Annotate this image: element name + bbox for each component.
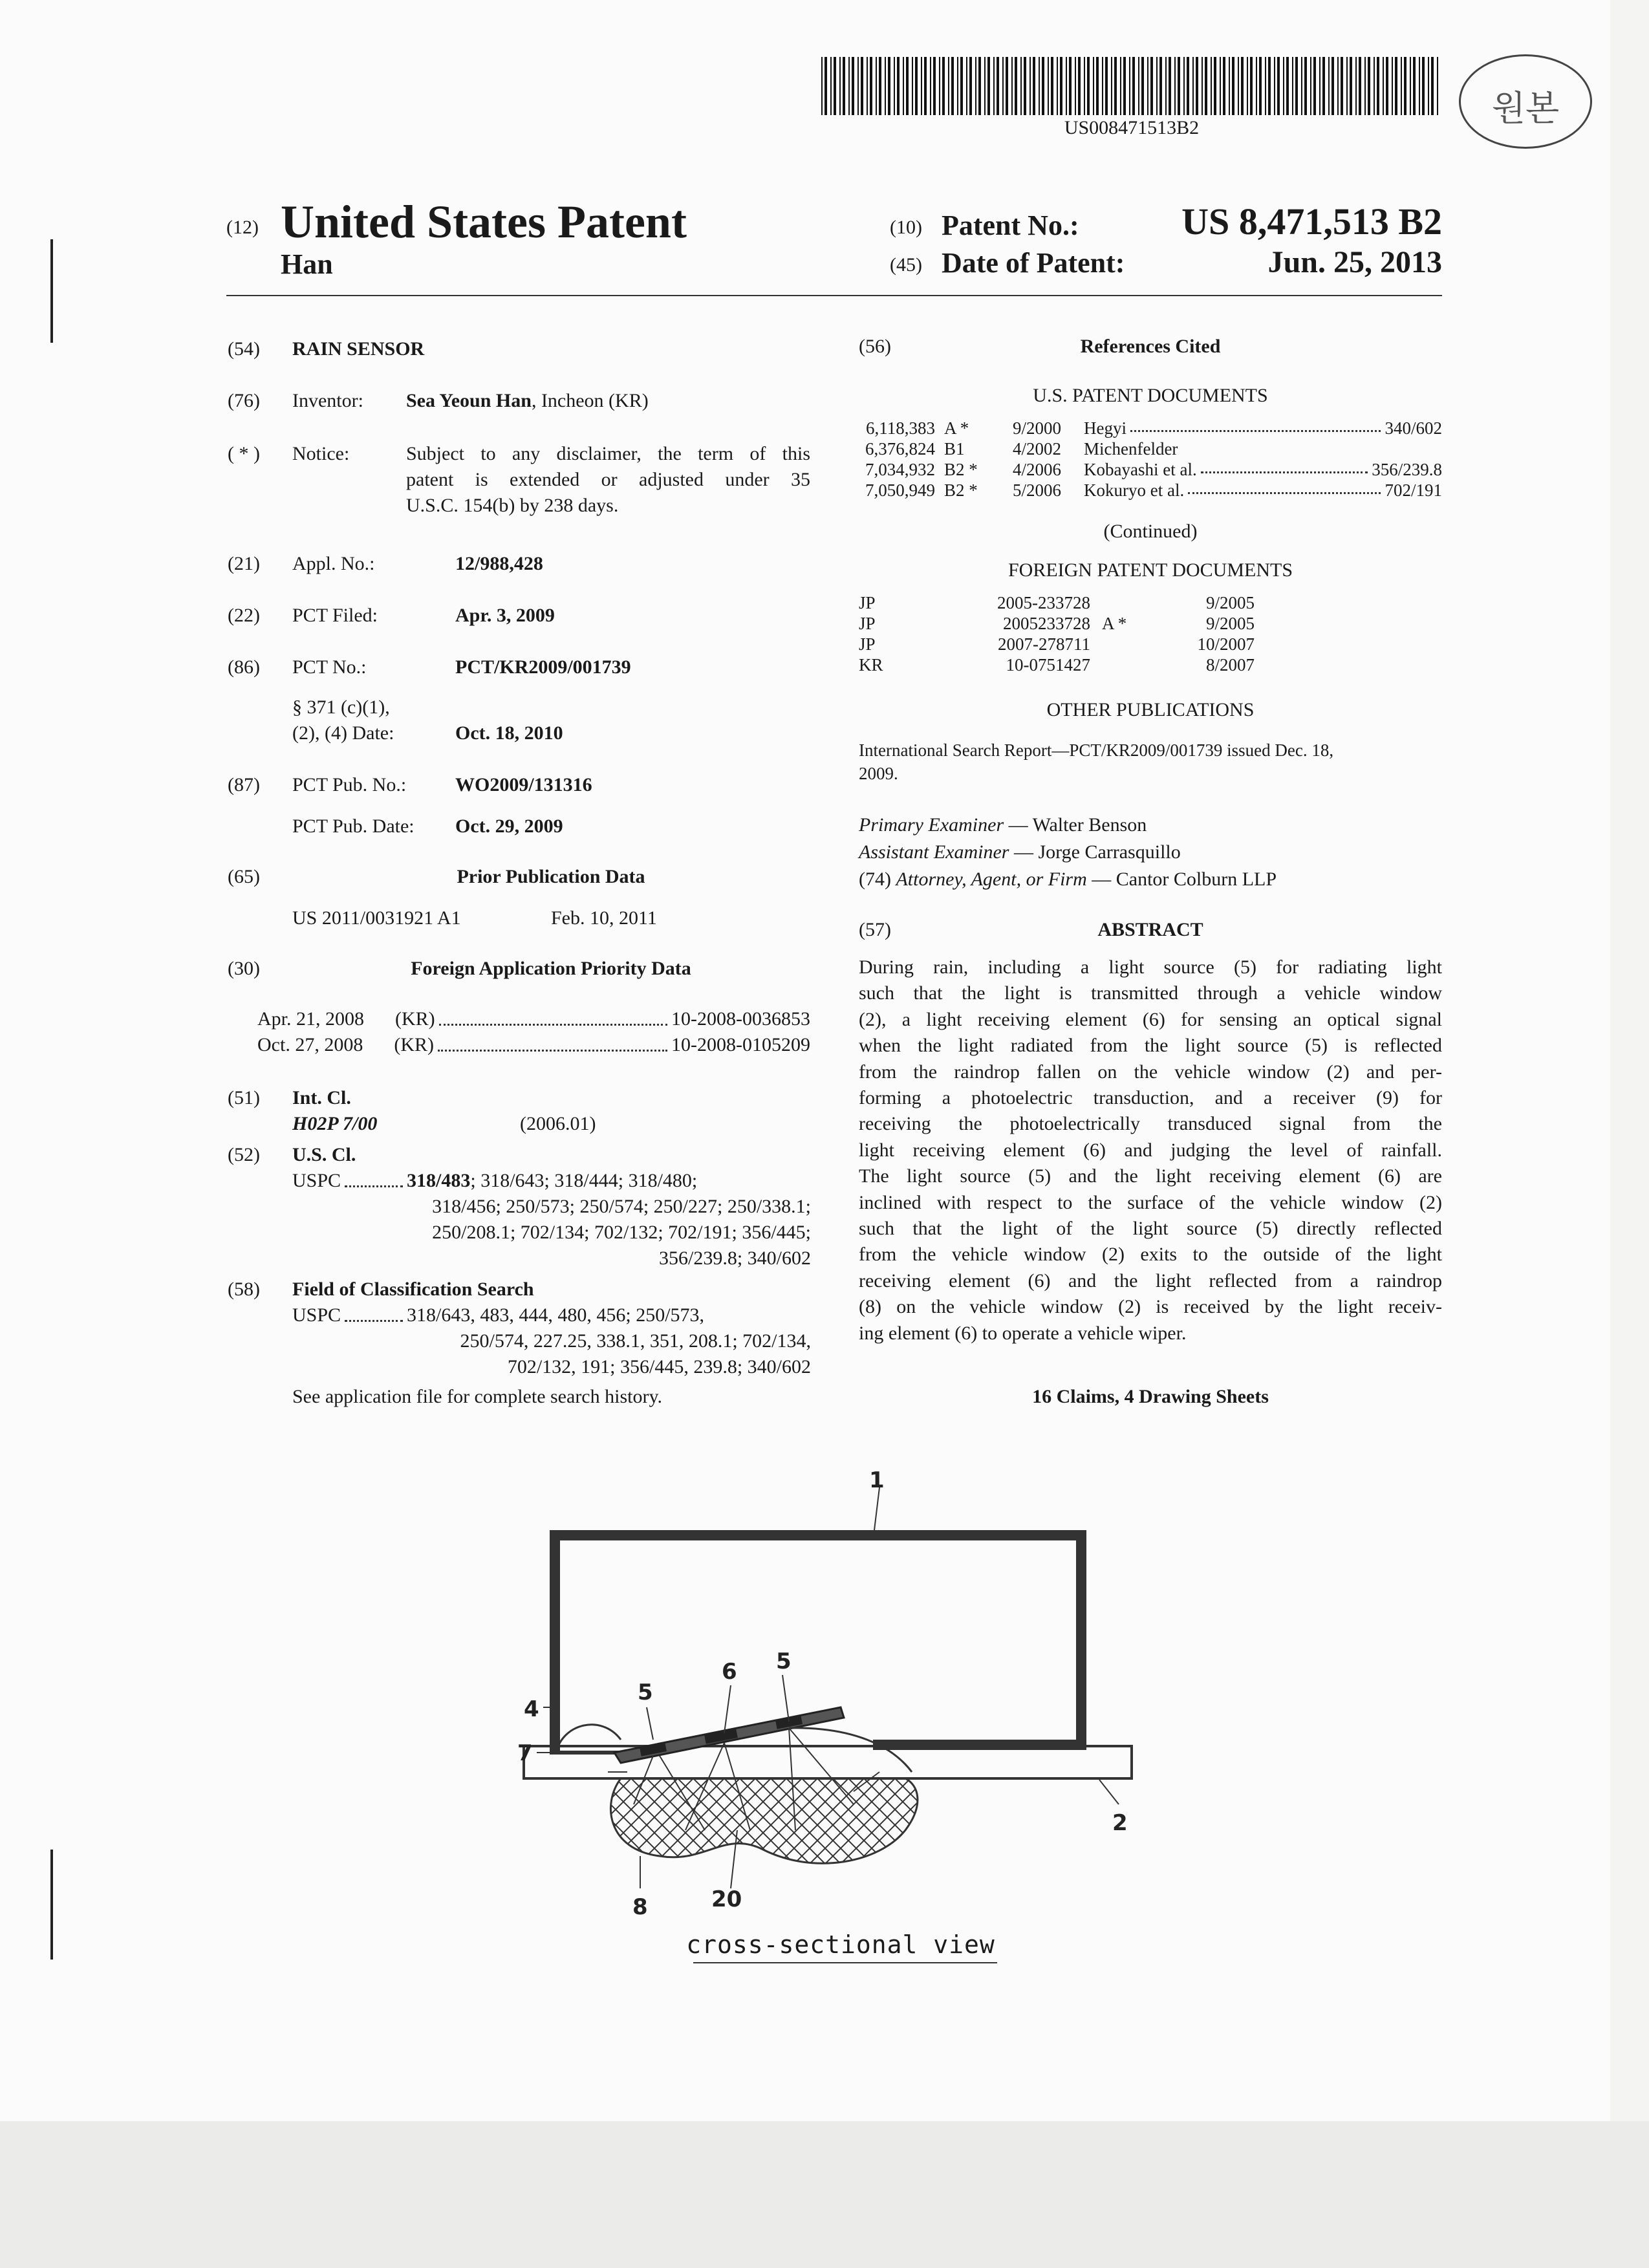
scan-mark (50, 239, 53, 343)
abstract-line: from the raindrop fallen on the vehicle window (2) and per- (859, 1061, 1442, 1083)
foreign-doc-date: 9/2005 (1205, 614, 1255, 633)
inventor-location: , Incheon (KR) (531, 390, 649, 411)
pct-no-value: PCT/KR2009/001739 (455, 656, 631, 678)
us-doc-row (859, 418, 1442, 438)
us-doc-kind: B1 (944, 439, 965, 459)
us-doc-number: 7,050,949 (865, 481, 935, 500)
code-65: (65) (228, 866, 260, 887)
cross-section-drawing (491, 1468, 1177, 1960)
foreign-number: 10-2008-0105209 (671, 1034, 810, 1055)
foreign-doc-country: KR (859, 655, 883, 675)
raindrop (610, 1778, 917, 1863)
label-7: 7 (517, 1740, 533, 1766)
assistant-name: — Jorge Carrasquillo (1009, 841, 1181, 863)
abstract-line: from the vehicle window (2) exits to the outside of the light (859, 1244, 1442, 1266)
foreign-doc-country: JP (859, 634, 876, 654)
foreign-doc-date: 8/2007 (1205, 655, 1255, 675)
code-86: (86) (228, 656, 260, 678)
pub-date-value: Oct. 29, 2009 (455, 815, 563, 837)
abstract-line: such that the light is transmitted through a vehicle window (859, 982, 1442, 1004)
foreign-doc-row (859, 654, 1442, 675)
invention-title: RAIN SENSOR (292, 338, 425, 360)
abstract-line: such that the light of the light source (5) directly reflected (859, 1218, 1442, 1240)
us-doc-kind: A * (944, 418, 969, 438)
abstract-line: (2), a light receiving element (6) for sensing an optical signal (859, 1008, 1442, 1030)
uscl-label: U.S. Cl. (292, 1144, 356, 1165)
foreign-number: 10-2008-0036853 (671, 1008, 810, 1030)
date-label: Date of Patent: (942, 247, 1125, 279)
pct-no-label: PCT No.: (292, 656, 367, 678)
abstract-text (859, 955, 1442, 1346)
label-2: 2 (1112, 1810, 1128, 1836)
foreign-docs-heading: FOREIGN PATENT DOCUMENTS (1008, 559, 1293, 581)
patent-number: US 8,471,513 B2 (1181, 200, 1442, 243)
foreign-row (257, 1006, 810, 1032)
patent-no-label: Patent No.: (942, 210, 1079, 241)
pub-no-value: WO2009/131316 (455, 774, 592, 795)
continued-note: (Continued) (1103, 521, 1198, 542)
abstract-line: inclined with respect to the surface of the vehicle window (2) (859, 1191, 1442, 1213)
code-56: (56) (859, 336, 891, 357)
notice-line: Subject to any disclaimer, the term of this (406, 443, 810, 464)
scan-background (0, 2121, 1649, 2268)
code-74: (74) (859, 869, 891, 890)
code-notice: ( * ) (228, 443, 260, 464)
us-doc-number: 6,376,824 (865, 439, 935, 459)
notice-text (406, 441, 810, 519)
abstract-line: receiving element (6) and the light reflected from a raindrop (859, 1269, 1442, 1291)
inventor-value (406, 388, 649, 414)
element-7-arc (556, 1725, 621, 1753)
us-doc-number: 6,118,383 (866, 418, 935, 438)
primary-name: — Walter Benson (1004, 814, 1147, 836)
primary-label: Primary Examiner (859, 814, 1004, 836)
foreign-heading: Foreign Application Priority Data (411, 958, 691, 979)
foreign-doc-row (859, 592, 1442, 613)
abstract-line: ing element (6) to operate a vehicle wiper. (859, 1322, 1187, 1344)
foreign-doc-country: JP (859, 593, 876, 612)
appl-label: Appl. No.: (292, 553, 375, 574)
field-uspc-label: USPC (292, 1304, 341, 1326)
uspc-lead: 318/483 (407, 1170, 471, 1191)
foreign-country: (KR) (394, 1034, 434, 1055)
foreign-doc-row (859, 613, 1442, 634)
us-doc-name: Michenfelder (1084, 439, 1178, 459)
foreign-row (257, 1032, 810, 1058)
label-1: 1 (869, 1468, 885, 1493)
foreign-doc-number: 2005233728 (1003, 614, 1090, 633)
label-4: 4 (524, 1696, 539, 1722)
us-doc-class: 340/602 (1385, 418, 1442, 438)
barcode-number: US008471513B2 (1064, 117, 1200, 138)
pub-date-label: PCT Pub. Date: (292, 815, 415, 837)
stamp-text: 원본 (1491, 88, 1560, 129)
pub-no-label: PCT Pub. No.: (292, 774, 407, 795)
foreign-doc-number: 10-0751427 (1006, 655, 1090, 675)
uspc-line: 356/239.8; 340/602 (658, 1247, 811, 1269)
original-stamp (1459, 54, 1592, 149)
refs-heading: References Cited (1080, 336, 1221, 357)
foreign-date: Apr. 21, 2008 (257, 1008, 364, 1030)
code-30: (30) (228, 958, 260, 979)
abstract-line: The light source (5) and the light receiving element (6) are (859, 1165, 1442, 1187)
code-51: (51) (228, 1087, 260, 1108)
field-line: 250/574, 227.25, 338.1, 351, 208.1; 702/134, (460, 1330, 811, 1352)
prior-pub: US 2011/0031921 A1 (292, 907, 461, 929)
us-doc-row (859, 459, 1442, 480)
assistant-label: Assistant Examiner (859, 841, 1009, 863)
code-76: (76) (228, 390, 260, 411)
caption-underline (693, 1962, 997, 1963)
label-5b: 5 (776, 1648, 792, 1674)
field-uspc-first: 318/643, 483, 444, 480, 456; 250/573, (407, 1304, 705, 1326)
intcl-year: (2006.01) (520, 1113, 596, 1134)
inventor-surname: Han (281, 248, 333, 280)
notice-line: patent is extended or adjusted under 35 (406, 469, 810, 490)
abstract-line: receiving the photoelectrically transduced signal from the (859, 1113, 1442, 1135)
code-54: (54) (228, 338, 260, 360)
uspc-first-line (292, 1168, 811, 1194)
pct-filed-label: PCT Filed: (292, 605, 378, 626)
foreign-doc-kind: A * (1102, 614, 1127, 633)
foreign-doc-row (859, 634, 1442, 654)
code-57: (57) (859, 919, 891, 940)
barcode (821, 57, 1442, 115)
attorney-label: Attorney, Agent, or Firm (896, 869, 1087, 890)
us-doc-date: 4/2002 (1013, 439, 1062, 459)
foreign-doc-date: 10/2007 (1197, 634, 1255, 654)
other-pub-line: 2009. (859, 764, 898, 783)
notice-label: Notice: (292, 443, 350, 464)
label-20: 20 (711, 1886, 742, 1912)
field-note: See application file for complete search history. (292, 1386, 663, 1407)
us-doc-date: 4/2006 (1013, 460, 1062, 479)
code-87: (87) (228, 774, 260, 795)
assistant-examiner (859, 839, 1181, 865)
us-doc-class: 356/239.8 (1372, 460, 1442, 479)
foreign-doc-number: 2007-278711 (998, 634, 1090, 654)
us-docs-heading: U.S. PATENT DOCUMENTS (1033, 385, 1268, 406)
abstract-line: when the light radiated from the light source (5) is reflected (859, 1035, 1442, 1057)
foreign-doc-number: 2005-233728 (997, 593, 1090, 612)
uspc-rest: ; 318/643; 318/444; 318/480; (470, 1170, 698, 1191)
foreign-country: (KR) (395, 1008, 435, 1030)
s371-value: Oct. 18, 2010 (455, 722, 563, 744)
foreign-doc-country: JP (859, 614, 876, 633)
primary-examiner (859, 812, 1147, 838)
code-22: (22) (228, 605, 260, 626)
abstract-line: (8) on the vehicle window (2) is received by the light receiv- (859, 1296, 1442, 1318)
inventor-label: Inventor: (292, 390, 363, 411)
other-pubs (859, 739, 1442, 785)
pct-filed-value: Apr. 3, 2009 (455, 605, 555, 626)
us-docs-table (859, 418, 1442, 501)
attorney-name: — Cantor Colburn LLP (1086, 869, 1277, 890)
abstract-heading: ABSTRACT (1097, 919, 1203, 940)
code-52: (52) (228, 1144, 260, 1165)
other-pub-line: International Search Report—PCT/KR2009/001739 issued Dec. 18, (859, 740, 1334, 760)
uspc-line: 250/208.1; 702/134; 702/132; 702/191; 356/445; (432, 1222, 811, 1243)
us-doc-kind: B2 * (944, 481, 978, 500)
header-rule (226, 295, 1442, 296)
abstract-line: light receiving element (6) and judging the level of rainfall. (859, 1139, 1442, 1161)
code-21: (21) (228, 553, 260, 574)
s371-label: (2), (4) Date: (292, 722, 394, 744)
code-12: (12) (226, 217, 259, 238)
code-10: (10) (890, 217, 922, 238)
code-58: (58) (228, 1279, 260, 1300)
us-doc-name: Kokuryo et al. (1084, 481, 1185, 500)
us-doc-row (859, 480, 1442, 501)
other-pubs-heading: OTHER PUBLICATIONS (1046, 699, 1255, 720)
figure-caption: cross-sectional view (686, 1930, 995, 1959)
appl-value: 12/988,428 (455, 553, 543, 574)
patent-date: Jun. 25, 2013 (1267, 245, 1442, 279)
claims-summary: 16 Claims, 4 Drawing Sheets (1032, 1386, 1269, 1407)
document-type: United States Patent (281, 196, 687, 248)
scan-mark (50, 1850, 53, 1960)
foreign-doc-kind (1090, 592, 1177, 613)
uspc-label: USPC (292, 1170, 341, 1191)
foreign-doc-kind (1090, 654, 1177, 675)
prior-heading: Prior Publication Data (457, 866, 645, 887)
prior-date: Feb. 10, 2011 (551, 907, 657, 929)
field-line: 702/132, 191; 356/445, 239.8; 340/602 (507, 1356, 811, 1377)
label-6: 6 (722, 1659, 737, 1685)
s371-label: § 371 (c)(1), (292, 697, 390, 718)
code-45: (45) (890, 254, 922, 275)
field-first-line (292, 1302, 811, 1328)
inventor-name: Sea Yeoun Han (406, 390, 532, 411)
attorney (859, 867, 1277, 892)
uspc-line: 318/456; 250/573; 250/574; 250/227; 250/338.1; (432, 1196, 811, 1217)
us-doc-number: 7,034,932 (865, 460, 935, 479)
intcl-class: H02P 7/00 (292, 1113, 378, 1134)
field-label: Field of Classification Search (292, 1279, 534, 1300)
foreign-doc-date: 9/2005 (1205, 593, 1255, 612)
abstract-line: forming a photoelectric transduction, and a receiver (9) for (859, 1087, 1442, 1109)
us-doc-kind: B2 * (944, 460, 978, 479)
us-doc-name: Hegyi (1084, 418, 1126, 438)
us-doc-date: 9/2000 (1013, 418, 1062, 438)
foreign-docs-table (859, 592, 1442, 675)
foreign-date: Oct. 27, 2008 (257, 1034, 363, 1055)
label-8: 8 (632, 1894, 648, 1920)
abstract-line: During rain, including a light source (5) for radiating light (859, 956, 1442, 978)
intcl-label: Int. Cl. (292, 1087, 351, 1108)
us-doc-class: 702/191 (1385, 481, 1442, 500)
us-doc-date: 5/2006 (1013, 481, 1062, 500)
notice-line: U.S.C. 154(b) by 238 days. (406, 495, 619, 516)
us-doc-row (859, 438, 1442, 459)
foreign-doc-kind (1090, 634, 1177, 654)
label-5a: 5 (638, 1679, 653, 1705)
us-doc-name: Kobayashi et al. (1084, 460, 1197, 479)
